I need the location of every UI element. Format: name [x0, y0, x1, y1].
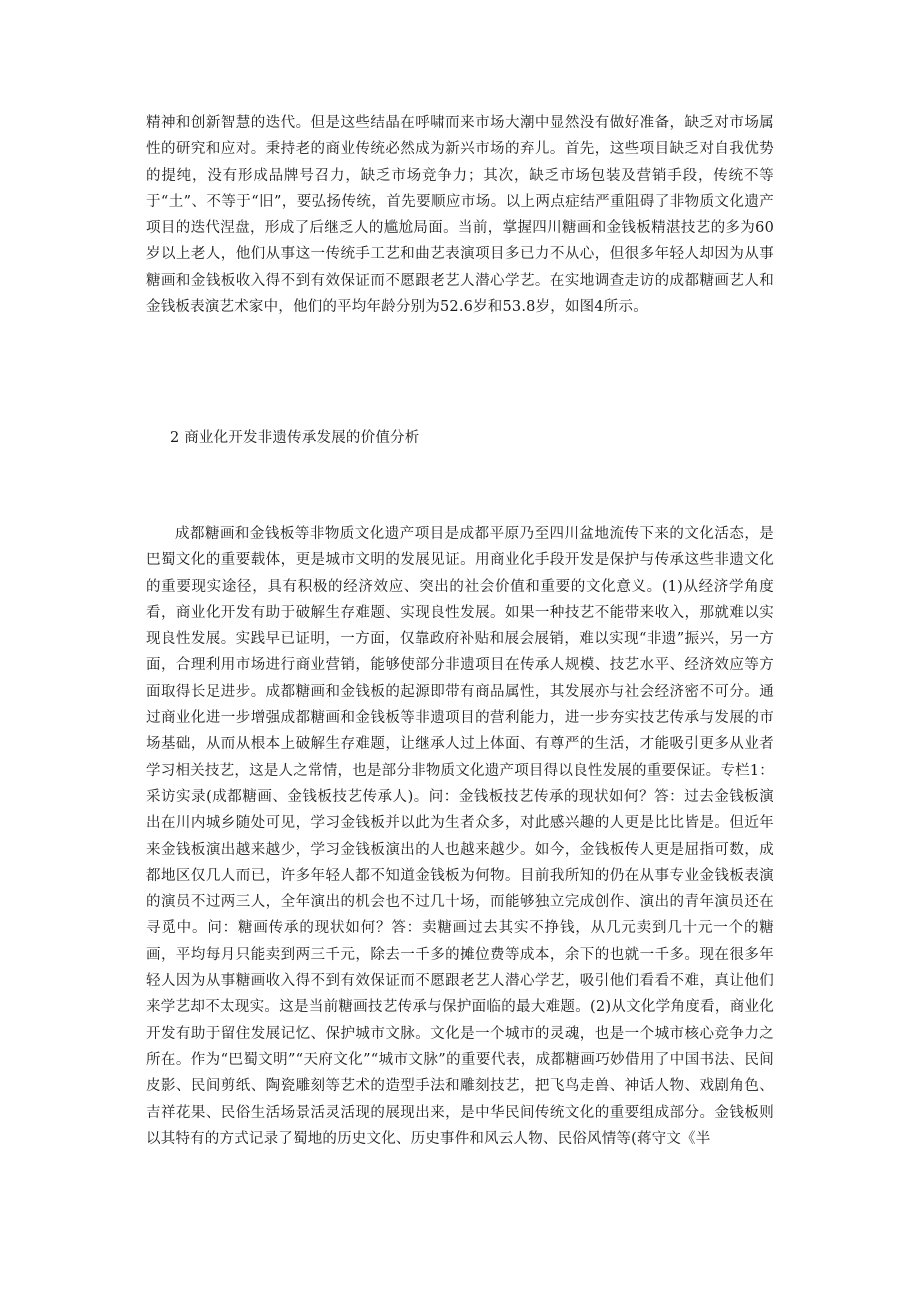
body-paragraph-1: 精神和创新智慧的迭代。但是这些结晶在呼啸而来市场大潮中显然没有做好准备，缺乏对市场属性的研究和应对。秉持老的商业传统必然成为新兴市场的弃儿。首先，这些项目缺乏对自我优势的提纯，没有形成品牌号召力，缺乏市场竞争力；其次，缺乏市场包装及营销手段，传统不等于“土”、不等于“旧”，要弘扬传统，首先要顺应市场。以上两点症结严重阻碍了非物质文化遗产项目的迭代涅盘，形成了后继乏人的尴尬局面。当前，掌握四川糖画和金钱板精湛技艺的多为60岁以上老人，他们从事这一传统手工艺和曲艺表演项目多已力不从心，但很多年轻人却因为从事糖画和金钱板收入得不到有效保证而不愿跟老艺人潜心学艺。在实地调查走访的成都糖画艺人和金钱板表演艺术家中，他们的平均年龄分别为52.6岁和53.8岁，如图4所示。	[146, 115, 774, 316]
section-heading: 2 商业化开发非遗传承发展的价值分析	[170, 430, 420, 446]
body-paragraph-2: 成都糖画和金钱板等非物质文化遗产项目是成都平原乃至四川盆地流传下来的文化活态，是巴蜀文化的重要载体，更是城市文明的发展见证。用商业化手段开发是保护与传承这些非遗文化的重要现实途径，具有积极的经济效应、突出的社会价值和重要的文化意义。(1)从经济学角度看，商业化开发有助于破解生存难题、实现良性发展。如果一种技艺不能带来收入，那就难以实现良性发展。实践早已证明，一方面，仅靠政府补贴和展会展销，难以实现“非遗”振兴，另一方面，合理利用市场进行商业营销，能够使部分非遗项目在传承人规模、技艺水平、经济效应等方面取得长足进步。成都糖画和金钱板的起源即带有商品属性，其发展亦与社会经济密不可分。通过商业化进一步增强成都糖画和金钱板等非遗项目的营利能力，进一步夯实技艺传承与发展的市场基础，从而从根本上破解生存难题，让继承人过上体面、有尊严的生活，才能吸引更多从业者学习相关技艺，这是人之常情，也是部分非物质文化遗产项目得以良性发展的重要保证。专栏1：采访实录(成都糖画、金钱板技艺传承人)。问：金钱板技艺传承的现状如何？答：过去金钱板演出在川内城乡随处可见，学习金钱板并以此为生者众多，对此感兴趣的人更是比比皆是。但近年来金钱板演出越来越少，学习金钱板演出的人也越来越少。如今，金钱板传人更是屈指可数，成都地区仅几人而已，许多年轻人都不知道金钱板为何物。目前我所知的仍在从事专业金钱板表演的演员不过两三人，全年演出的机会也不过几十场，而能够独立完成创作、演出的青年演员还在寻觅中。问：糖画传承的现状如何？答：卖糖画过去其实不挣钱，从几元卖到几十元一个的糖画，平均每月只能卖到两三千元，除去一千多的摊位费等成本，余下的也就一千多。现在很多年轻人因为从事糖画收入得不到有效保证而不愿跟老艺人潜心学艺，吸引他们看看不难，真让他们来学艺却不太现实。这是当前糖画技艺传承与保护面临的最大难题。(2)从文化学角度看，商业化开发有助于留住发展记忆、保护城市文脉。文化是一个城市的灵魂，也是一个城市核心竞争力之所在。作为“巴蜀文明”“天府文化”“城市文脉”的重要代表，成都糖画巧妙借用了中国书法、民间皮影、民间剪纸、陶瓷雕刻等艺术的造型手法和雕刻技艺，把飞鸟走兽、神话人物、戏剧角色、吉祥花果、民俗生活场景活灵活现的展现出来，是中华民间传统文化的重要组成部分。金钱板则以其特有的方式记录了蜀地的历史文化、历史事件和风云人物、民俗风情等(蒋守文《半	[146, 526, 774, 1147]
